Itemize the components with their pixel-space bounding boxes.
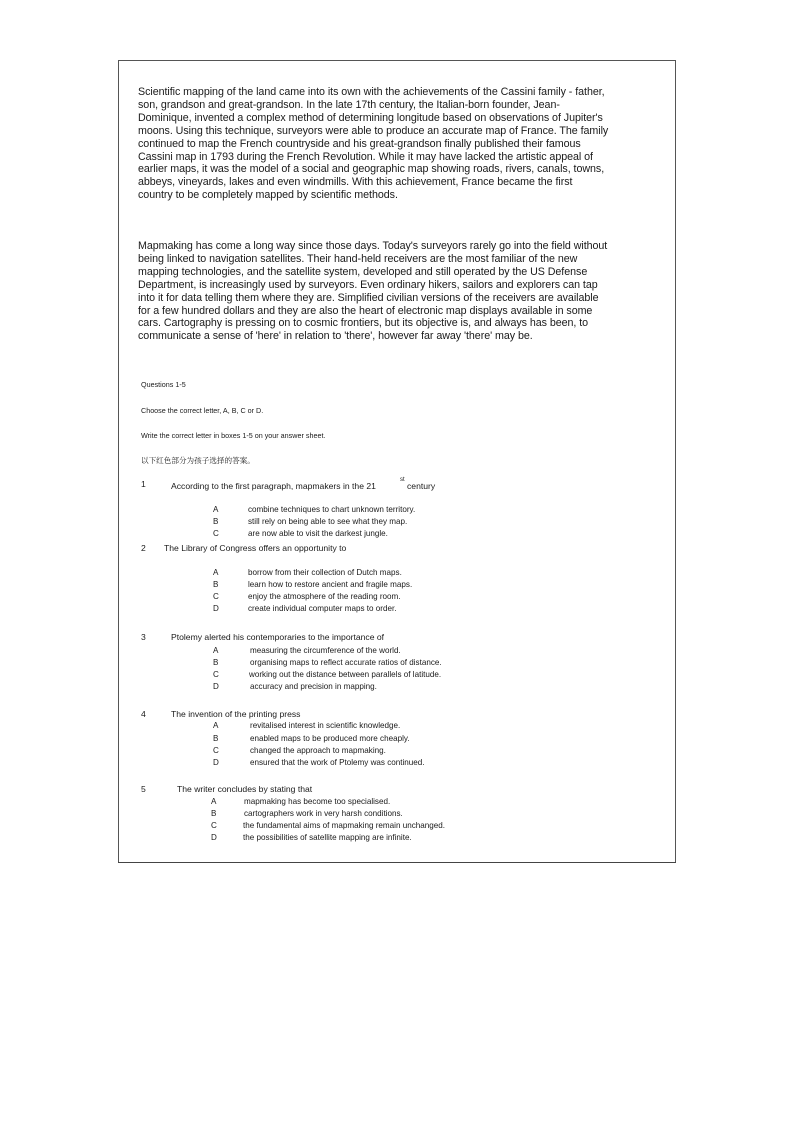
option-text: mapmaking has become too specialised. [244, 797, 391, 806]
question-number: 1 [141, 479, 146, 489]
option-text: borrow from their collection of Dutch maps. [248, 568, 402, 577]
option-text: cartographers work in very harsh conditions. [244, 809, 403, 818]
option-letter: D [211, 833, 217, 842]
instruction-note: 以下红色部分为孩子选择的答案。 [141, 456, 255, 465]
option-text: the possibilities of satellite mapping are infinite. [243, 833, 412, 842]
option-letter: C [211, 821, 217, 830]
option-letter: B [213, 734, 219, 743]
option-letter: B [211, 809, 217, 818]
option-text: the fundamental aims of mapmaking remain unchanged. [243, 821, 446, 830]
option-letter: D [213, 604, 219, 613]
option-text: measuring the circumference of the world. [250, 646, 401, 655]
option-text: revitalised interest in scientific knowledge. [250, 721, 401, 730]
option-text: accuracy and precision in mapping. [250, 682, 377, 691]
question-number: 2 [141, 543, 146, 553]
question-stem [171, 479, 435, 492]
option-letter: A [213, 721, 219, 730]
instruction-write: Write the correct letter in boxes 1-5 on your answer sheet. [141, 431, 326, 440]
option-letter: D [213, 758, 219, 767]
option-letter: C [213, 746, 219, 755]
option-text: combine techniques to chart unknown territory. [248, 505, 416, 514]
option-letter: B [213, 580, 219, 589]
questions-heading: Questions 1-5 [141, 380, 186, 389]
option-letter: B [213, 517, 219, 526]
passage-paragraph-2: Mapmaking has come a long way since those days. Today's surveyors rarely go into the field without being linked to navigation satellites. Their hand-held receivers are the most familiar of the new mapping technologies, and the satellite system, developed and still operated by the US Defense Department, is increasingly used by surveyors. Even ordinary hikers, sailors and explorers can tap into it for data telling them where they are. Simplified civilian versions of the receivers are available for a few hundred dollars and they are also the heart of electronic map displays available in some cars. Cartography is pressing on to cosmic frontiers, but its objective is, and always has been, to communicate a sense of 'here' in relation to 'there', however far away 'there' may be. [138, 240, 608, 343]
option-letter: A [213, 568, 219, 577]
option-text: ensured that the work of Ptolemy was continued. [250, 758, 425, 767]
option-text: enjoy the atmosphere of the reading room. [248, 592, 401, 601]
question-number: 3 [141, 632, 146, 642]
option-letter: A [213, 646, 219, 655]
question-number: 5 [141, 784, 146, 794]
passage-paragraph-1: Scientific mapping of the land came into its own with the achievements of the Cassini family - father, son, grandson and great-grandson. In the late 17th century, the Italian-born founder, Jean-Dominique, invented a complex method of determining longitude based on observations of Jupiter's moons. Using this technique, surveyors were able to produce an accurate map of France. The family continued to map the French countryside and his great-grandson finally published their famous Cassini map in 1793 during the French Revolution. While it may have lacked the artistic appeal of earlier maps, it was the model of a social and geographic map showing roads, rivers, canals, towns, abbeys, vineyards, lakes and even windmills. With this achievement, France became the first country to be completely mapped by scientific methods. [138, 86, 609, 202]
option-letter: D [213, 682, 219, 691]
option-text: learn how to restore ancient and fragile maps. [248, 580, 413, 589]
option-text: are now able to visit the darkest jungle. [248, 529, 388, 538]
option-text: enabled maps to be produced more cheaply. [250, 734, 410, 743]
option-letter: C [213, 592, 219, 601]
question-stem: Ptolemy alerted his contemporaries to the importance of [171, 632, 385, 642]
option-text: working out the distance between parallels of latitude. [249, 670, 442, 679]
option-letter: A [211, 797, 217, 806]
question-stem: The Library of Congress offers an opportunity to [164, 543, 347, 553]
divider [118, 862, 676, 863]
option-letter: B [213, 658, 219, 667]
question-stem-text: According to the first paragraph, mapmakers in the 21 [171, 480, 376, 491]
option-letter: C [213, 670, 219, 679]
option-text: organising maps to reflect accurate ratios of distance. [250, 658, 442, 667]
superscript: st [399, 477, 405, 483]
option-letter: C [213, 529, 219, 538]
option-text: still rely on being able to see what they map. [248, 517, 408, 526]
instruction-choose: Choose the correct letter, A, B, C or D. [141, 406, 264, 415]
option-text: create individual computer maps to order. [248, 604, 397, 613]
option-letter: A [213, 505, 219, 514]
option-text: changed the approach to mapmaking. [250, 746, 386, 755]
question-stem-tail: century [404, 480, 436, 491]
question-number: 4 [141, 709, 146, 719]
question-stem: The invention of the printing press [171, 709, 301, 719]
question-stem: The writer concludes by stating that [177, 784, 313, 794]
